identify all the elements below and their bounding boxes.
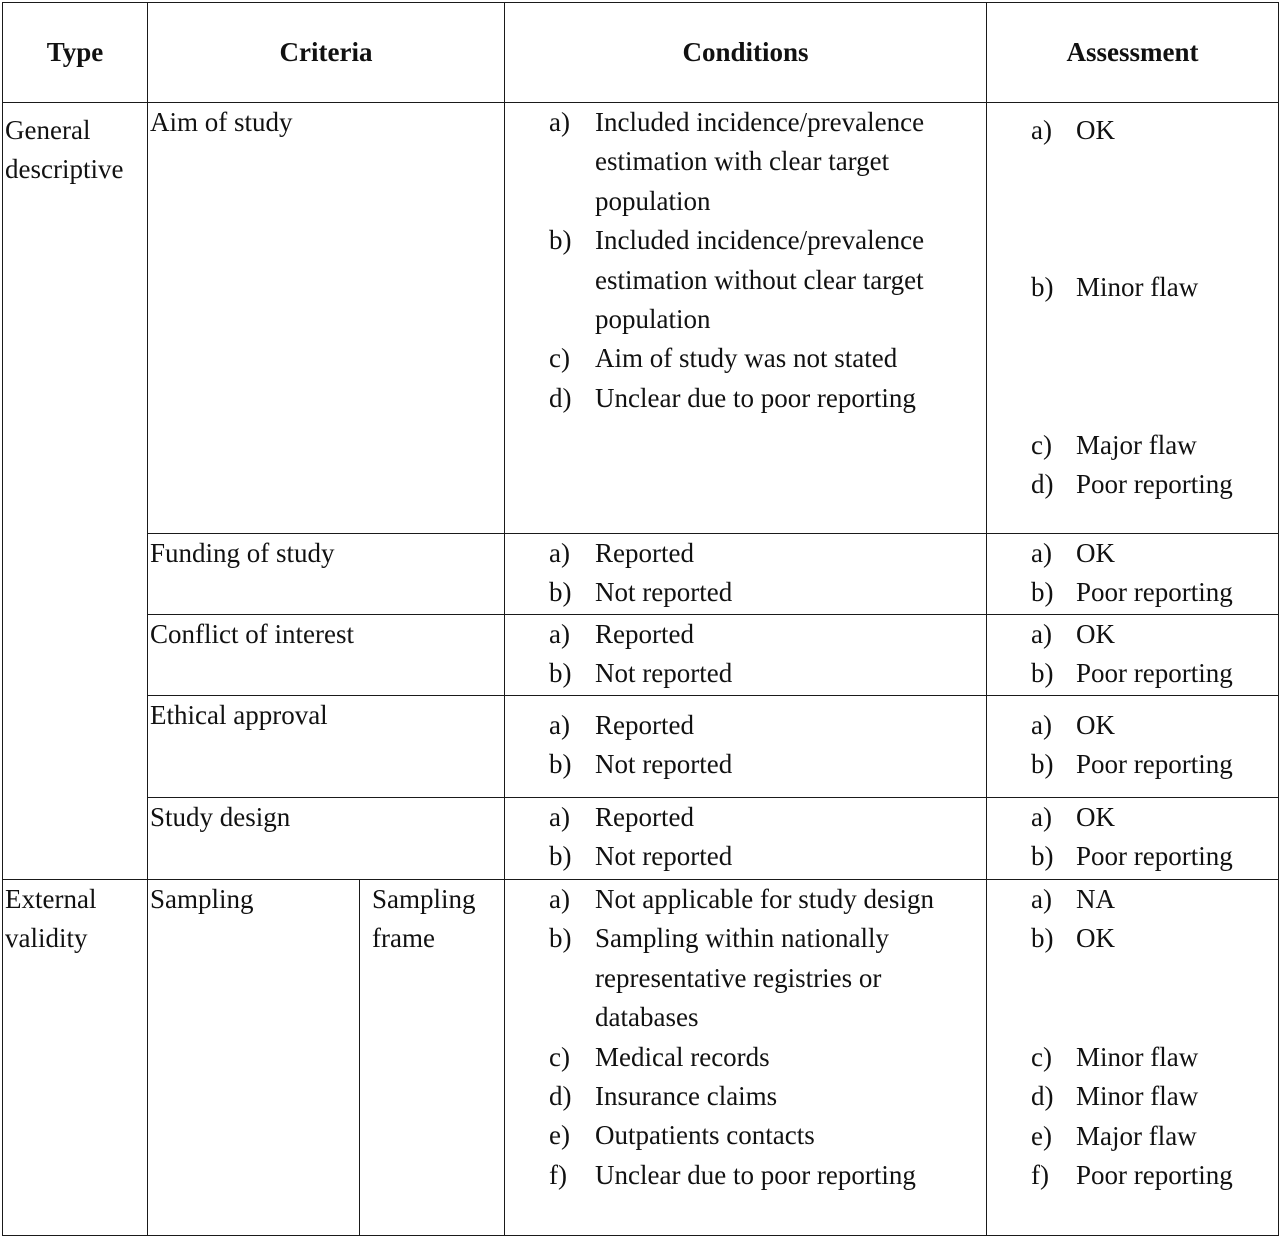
conditions-list xyxy=(505,534,986,613)
criteria-cell xyxy=(148,103,505,534)
assessment-list xyxy=(987,615,1278,694)
list-item: a) OK xyxy=(1031,619,1116,649)
subcriteria-cell xyxy=(360,880,505,1236)
criteria-label: Sampling xyxy=(150,884,254,914)
assessment-list xyxy=(987,103,1278,505)
table-row xyxy=(3,880,1279,1236)
list-item: c) Aim of study was not stated xyxy=(549,343,898,374)
list-item: a) Included incidence/prevalence estimation with clear target population xyxy=(549,107,925,216)
header-assessment: Assessment xyxy=(987,3,1279,103)
list-item: e) Major flaw xyxy=(1031,1120,1197,1151)
list-item: a) Reported xyxy=(549,802,694,832)
list-item: e) Outpatients contacts xyxy=(549,1120,815,1151)
conditions-list xyxy=(505,615,986,694)
list-item: c) Major flaw xyxy=(1031,429,1197,460)
subcriteria-label: Sampling frame xyxy=(372,884,476,954)
list-item: b) Not reported xyxy=(549,577,733,608)
conditions-cell xyxy=(505,103,987,534)
conditions-cell xyxy=(505,880,987,1236)
conditions-list xyxy=(505,696,986,785)
criteria-cell xyxy=(148,798,505,880)
assessment-cell xyxy=(987,880,1279,1236)
conditions-list xyxy=(505,798,986,877)
criteria-cell xyxy=(148,534,505,615)
assessment-cell xyxy=(987,696,1279,798)
conditions-list xyxy=(505,103,986,418)
list-item: b) Included incidence/prevalence estimation without clear target population xyxy=(549,225,925,335)
assessment-cell xyxy=(987,103,1279,534)
list-item: c) Medical records xyxy=(549,1041,770,1072)
conditions-cell xyxy=(505,798,987,880)
list-item: b) Not reported xyxy=(549,841,733,872)
conditions-cell xyxy=(505,696,987,798)
list-item: d) Minor flaw xyxy=(1031,1081,1199,1112)
header-type: Type xyxy=(3,3,148,103)
conditions-cell xyxy=(505,534,987,615)
list-item: b) Minor flaw xyxy=(1031,272,1199,303)
list-item: a) Reported xyxy=(549,619,694,649)
header-conditions: Conditions xyxy=(505,3,987,103)
table-row xyxy=(3,103,1279,534)
type-label: External validity xyxy=(5,884,97,954)
assessment-cell xyxy=(987,798,1279,880)
list-item: d) Unclear due to poor reporting xyxy=(549,382,916,413)
list-item: a) NA xyxy=(1031,884,1116,914)
table-row xyxy=(3,615,1279,696)
table-row xyxy=(3,696,1279,798)
table-row xyxy=(3,798,1279,880)
list-item: a) OK xyxy=(1031,538,1116,568)
list-item: a) Reported xyxy=(549,538,694,568)
type-label: General descriptive xyxy=(5,115,124,185)
list-item: f) Poor reporting xyxy=(1031,1160,1233,1191)
header-criteria: Criteria xyxy=(148,3,505,103)
criteria-label: Ethical approval xyxy=(150,700,328,730)
list-item: b) OK xyxy=(1031,923,1116,954)
list-item: a) OK xyxy=(1031,710,1116,740)
assessment-list xyxy=(987,534,1278,613)
conditions-cell xyxy=(505,615,987,696)
header-row xyxy=(3,3,1279,103)
list-item: b) Poor reporting xyxy=(1031,658,1233,689)
criteria-label: Funding of study xyxy=(150,538,335,568)
assessment-list xyxy=(987,798,1278,877)
quality-assessment-table xyxy=(2,2,1279,1236)
list-item: b) Not reported xyxy=(549,749,733,780)
list-item: d) Insurance claims xyxy=(549,1081,778,1112)
criteria-label: Study design xyxy=(150,802,291,832)
criteria-label: Aim of study xyxy=(150,107,293,137)
type-cell xyxy=(3,880,148,1236)
list-item: a) OK xyxy=(1031,802,1116,832)
list-item: b) Sampling within nationally representative registries or databases xyxy=(549,923,889,1033)
table-row xyxy=(3,534,1279,615)
criteria-cell xyxy=(148,696,505,798)
assessment-cell xyxy=(987,534,1279,615)
list-item: b) Poor reporting xyxy=(1031,577,1233,608)
list-item: a) Reported xyxy=(549,710,694,740)
list-item: b) Poor reporting xyxy=(1031,841,1233,872)
assessment-list xyxy=(987,880,1278,1195)
list-item: a) OK xyxy=(1031,115,1116,145)
criteria-cell xyxy=(148,880,360,1236)
list-item: b) Not reported xyxy=(549,658,733,689)
conditions-list xyxy=(505,880,986,1195)
type-cell xyxy=(3,103,148,880)
criteria-cell xyxy=(148,615,505,696)
list-item: f) Unclear due to poor reporting xyxy=(549,1159,916,1190)
criteria-label: Conflict of interest xyxy=(150,619,354,649)
list-item: a) Not applicable for study design xyxy=(549,884,934,914)
list-item: c) Minor flaw xyxy=(1031,1041,1199,1072)
assessment-list xyxy=(987,696,1278,785)
assessment-cell xyxy=(987,615,1279,696)
list-item: b) Poor reporting xyxy=(1031,749,1233,780)
list-item: d) Poor reporting xyxy=(1031,469,1233,500)
